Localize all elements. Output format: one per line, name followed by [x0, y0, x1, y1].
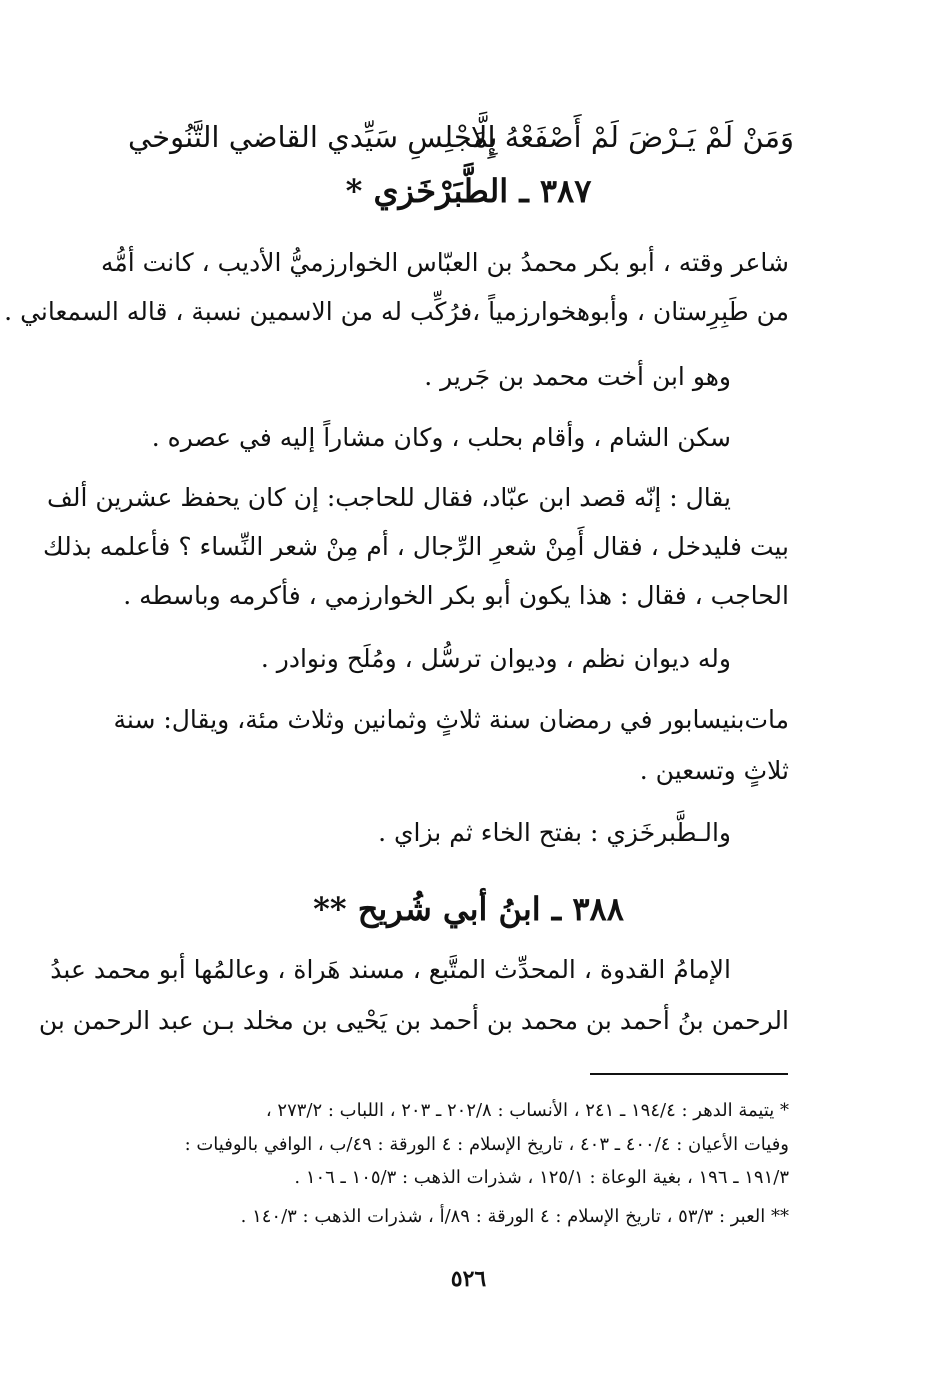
page-number: ٥٢٦ [450, 1266, 487, 1292]
entry-388-line: الإمامُ القدوة ، المحدِّث المتَّبع ، مسند هَراة ، وعالمُها أبو محمد عبدُ [50, 955, 731, 984]
entry-388-heading: ٣٨٨ ـ ابنُ أبي شُريح ** [313, 890, 624, 928]
entry-387-line: وله ديوان نظم ، وديوان ترسُّل ، ومُلَح ونوادر . [260, 644, 731, 673]
entry-387-line: مات‌بنيسابور في رمضان سنة ثلاثٍ وثمانين وثلاث مئة، ويقال: سنة [113, 705, 789, 734]
entry-387-line: بيت فليدخل ، فقال أَمِنْ شعرِ الرِّجال ، أم مِنْ شعر النِّساء ؟ فأعلمه بذلك [43, 532, 789, 561]
entry-387-line: شاعر وقته ، أبو بكر محمدُ بن العبّاس الخوارزميُّ الأديب ، كانت أمُّه [100, 248, 789, 277]
entry-387-heading: ٣٨٧ ـ الطَّبَرْخَزي * [345, 172, 592, 210]
entry-387-line: من طَبِرِستان ، وأبوهخوارزمياً ،فرُكِّب له من الاسمين نسبة ، قاله السمعاني . [4, 297, 789, 326]
entry-388-line: الرحمن بنُ أحمد بن محمد بن أحمد بن يَحْيى بن مخلد بـن عبد الرحمن بن [38, 1006, 789, 1035]
footnote-line: * يتيمة الدهر : ١٩٤/٤ ـ ٢٤١ ، الأنساب : ٢٠٢/٨ ـ ٢٠٣ ، اللباب : ٢٧٣/٢ ، [265, 1100, 789, 1121]
poetry-verse [128, 112, 794, 162]
entry-387-line: ثلاثٍ وتسعين . [639, 756, 789, 785]
entry-387-line: والـطَّبرخَزي : بفتح الخاء ثم بزاي . [378, 818, 731, 847]
entry-387-line: الحاجب ، فقال : هذا يكون أبو بكر الخوارزمي ، فأكرمه وباسطه . [123, 581, 789, 610]
verse-first-hemistich: وَمَنْ لَمْ يَـرْضَ لَمْ أَصْفَعْهُ إِلَّا [470, 120, 794, 154]
footnote-line: وفيات الأعيان : ٤٠٠/٤ ـ ٤٠٣ ، تاريخ الإسلام : ٤ الورقة : ٤٩/ب ، الوافي بالوفيات : [184, 1134, 789, 1155]
footnote-separator [590, 1073, 788, 1075]
footnote-line: ١٩١/٣ ـ ١٩٦ ، بغية الوعاة : ١٢٥/١ ، شذرات الذهب : ١٠٥/٣ ـ ١٠٦ . [294, 1167, 789, 1188]
entry-387-line: يقال : إنّه قصد ابن عبّاد، فقال للحاجب: إن كان يحفظ عشرين ألف [47, 483, 731, 512]
entry-387-line: سكن الشام ، وأقام بحلب ، وكان مشاراً إليه في عصره . [151, 423, 731, 452]
entry-387-line: وهو ابن أخت محمد بن جَرير . [424, 362, 731, 391]
footnote-line: ** العبر : ٥٣/٣ ، تاريخ الإسلام : ٤ الورقة : ٨٩/أ ، شذرات الذهب : ١٤٠/٣ . [240, 1206, 789, 1227]
verse-second-hemistich: بِمَجْلِسِ سَيِّدي القاضي التَّنُوخي [128, 120, 498, 154]
